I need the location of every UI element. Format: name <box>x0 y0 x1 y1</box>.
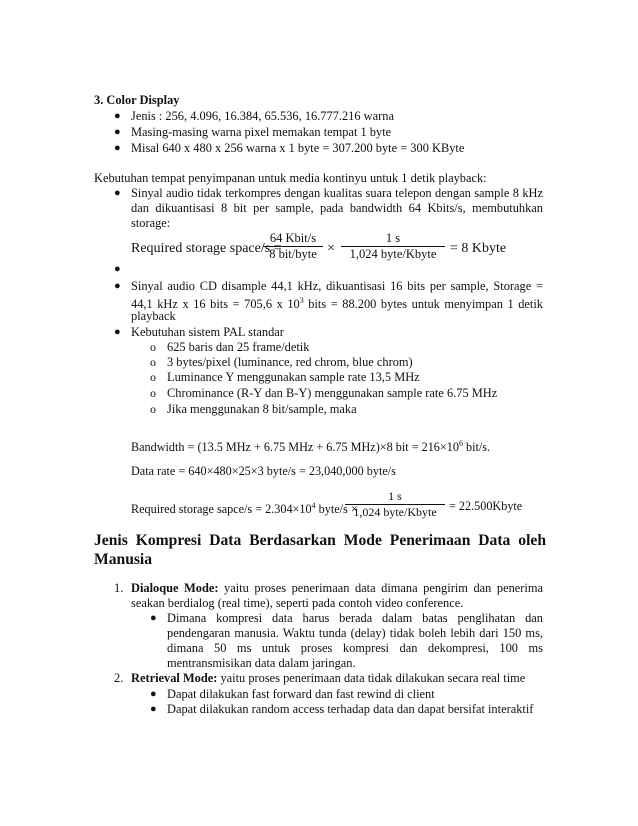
superscript: 4 <box>311 501 316 510</box>
circle-bullet-icon: o <box>150 340 156 354</box>
term: Retrieval Mode: <box>131 671 218 685</box>
bullet-icon: ● <box>114 280 121 292</box>
bullet-icon: ● <box>114 142 121 154</box>
list-item: Kebutuhan sistem PAL standar <box>131 325 284 339</box>
list-item <box>131 581 543 595</box>
bullet-icon: ● <box>150 612 157 624</box>
bullet-icon: ● <box>114 263 121 275</box>
fraction-numerator: 1 s <box>385 231 401 245</box>
text-run: yaitu proses penerimaan data tidak dilakukan secara real time <box>217 671 526 685</box>
fraction-numerator: 64 Kbit/s <box>269 231 317 245</box>
bullet-icon: ● <box>114 187 121 199</box>
list-number: 2. <box>114 671 124 685</box>
formula-required <box>131 499 358 516</box>
circle-bullet-icon: o <box>150 355 156 369</box>
bullet-icon: ● <box>114 126 121 138</box>
sub-list-item: 625 baris dan 25 frame/detik <box>167 340 310 354</box>
formula-result: = 22.500Kbyte <box>449 499 523 513</box>
term: Dialoque Mode: <box>131 581 219 595</box>
list-number: 1. <box>114 581 124 595</box>
times-symbol: × <box>327 241 335 256</box>
text-run: Required storage sapce/s = 2.304×10 <box>131 502 312 516</box>
formula-fraction <box>263 231 323 262</box>
text-run: bit/s. <box>462 440 491 454</box>
circle-bullet-icon: o <box>150 370 156 384</box>
bullet-icon: ● <box>114 110 121 122</box>
formula-result: = 8 Kbyte <box>450 241 507 256</box>
formula-fraction <box>341 231 445 262</box>
paragraph: Kebutuhan tempat penyimpanan untuk media kontinyu untuk 1 detik playback: <box>94 171 487 185</box>
section-heading: Jenis Kompresi Data Berdasarkan Mode Penerimaan Data oleh <box>94 532 546 549</box>
circle-bullet-icon: o <box>150 402 156 416</box>
sub-list-item: Chrominance (R-Y dan B-Y) menggunakan sample rate 6.75 MHz <box>167 386 498 400</box>
circle-bullet-icon: o <box>150 386 156 400</box>
paragraph-line: storage: <box>131 216 171 230</box>
formula-datarate: Data rate = 640×480×25×3 byte/s = 23,040,000 byte/s <box>131 464 396 478</box>
fraction-denominator: 1,024 byte/Kbyte <box>341 246 445 262</box>
section-heading: Manusia <box>94 551 153 568</box>
paragraph-line: seakan berdialog (real time), seperti pada contoh video conference. <box>131 596 464 610</box>
paragraph-line: mentransmisikan data dalam jaringan. <box>167 656 356 670</box>
bullet-icon: ● <box>150 688 157 700</box>
text-run: 44,1 kHz x 16 bits = 705,6 x 10 <box>131 297 300 312</box>
list-item: Masing-masing warna pixel memakan tempat 1 byte <box>131 125 392 139</box>
bullet-icon: ● <box>114 326 121 338</box>
sub-list-item: 3 bytes/pixel (luminance, red chrom, blue chrom) <box>167 355 413 369</box>
sub-list-item: Luminance Y menggunakan sample rate 13,5 MHz <box>167 370 420 384</box>
fraction-denominator: 1,024 byte/Kbyte <box>345 504 445 520</box>
superscript: 3 <box>299 296 304 305</box>
text-run: bits = 88.200 bytes untuk menyimpan 1 detik <box>303 297 543 312</box>
bullet-icon: ● <box>150 703 157 715</box>
paragraph-line: Sinyal audio CD disample 44,1 kHz, dikuantisasi 16 bits per sample, Storage = <box>131 279 543 293</box>
formula-fraction <box>345 489 445 520</box>
formula-lhs: Required storage space/s = <box>131 241 282 256</box>
list-item: Misal 640 x 480 x 256 warna x 1 byte = 307.200 byte = 300 KByte <box>131 141 465 155</box>
fraction-denominator: 8 bit/byte <box>263 246 323 262</box>
paragraph-line: pendengaran manusia. Waktu tunda (delay) tidak boleh lebih dari 150 ms, <box>167 626 543 640</box>
section-title: 3. Color Display <box>94 93 180 107</box>
sub-list-item: Dapat dilakukan fast forward dan fast rewind di client <box>167 687 435 701</box>
paragraph-line: playback <box>131 309 176 323</box>
paragraph-line: dan dikuantisasi 8 bit per sample, pada bandwidth 64 Kbits/s, membutuhkan <box>131 201 543 215</box>
fraction-numerator: 1 s <box>388 489 402 503</box>
sub-list-item: Jika menggunakan 8 bit/sample, maka <box>167 402 357 416</box>
list-item <box>131 671 525 685</box>
list-item: Jenis : 256, 4.096, 16.384, 65.536, 16.777.216 warna <box>131 109 394 123</box>
text-run: Bandwidth = (13.5 MHz + 6.75 MHz + 6.75 MHz)×8 bit = 216×10 <box>131 440 459 454</box>
paragraph-line: Sinyal audio tidak terkompres dengan kualitas suara telepon dengan sample 8 kHz <box>131 186 543 200</box>
superscript: 6 <box>458 439 463 448</box>
paragraph-line: Dimana kompresi data harus berada dalam batas penglihatan dan <box>167 611 543 625</box>
sub-list-item: Dapat dilakukan random access terhadap data dan dapat bersifat interaktif <box>167 702 534 716</box>
text-run: byte/s × <box>315 502 358 516</box>
text-run: yaitu proses penerimaan data dimana pengirim dan penerima <box>218 581 543 595</box>
formula-bandwidth <box>131 437 490 454</box>
paragraph-line: dimana 50 ms untuk proses kompresi dan dekompresi, 100 ms <box>167 641 543 655</box>
paragraph-line <box>131 294 543 311</box>
